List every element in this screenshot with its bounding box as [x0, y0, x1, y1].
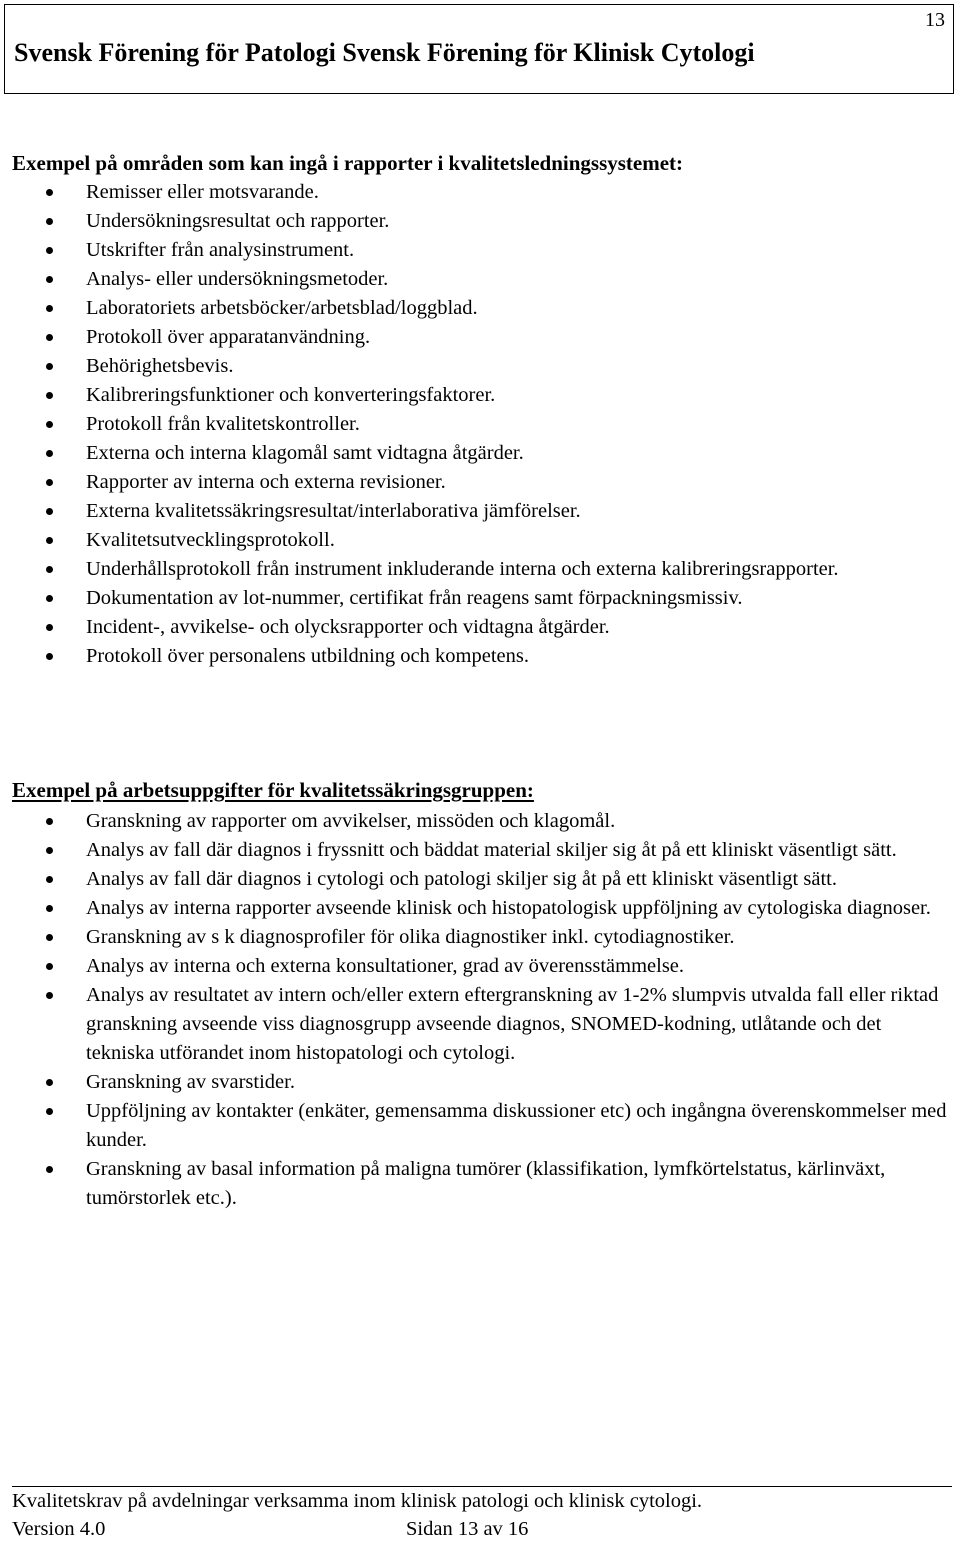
list-item: [12, 497, 948, 526]
bullet-icon: [46, 450, 53, 457]
list-item: [12, 236, 948, 265]
section-qa-tasks: [12, 775, 948, 1213]
page-footer: [12, 1486, 952, 1543]
list-item: [12, 207, 948, 236]
list-item-text: Granskning av svarstider.: [86, 1071, 295, 1093]
list-item-text: Granskning av basal information på maligna tumörer (klassifikation, lymfkörtelstatus, kärlinväxt, tumörstorlek etc.).: [86, 1158, 886, 1209]
list-item-text: Behörighetsbevis.: [86, 355, 234, 377]
bullet-icon: [46, 421, 53, 428]
section-heading: Exempel på arbetsuppgifter för kvalitetssäkringsgruppen:: [12, 778, 534, 802]
footer-document-title: Kvalitetskrav på avdelningar verksamma inom klinisk patologi och klinisk cytologi.: [12, 1490, 703, 1512]
list-item-text: Underhållsprotokoll från instrument inkluderande interna och externa kalibreringsrapporter.: [86, 558, 839, 580]
header-title: Svensk Förening för Patologi Svensk Förening för Klinisk Cytologi: [14, 38, 755, 67]
list-item-text: Analys av fall där diagnos i cytologi och patologi skiljer sig åt på ett kliniskt väsentligt sätt.: [86, 868, 837, 890]
list-item: [12, 1068, 948, 1097]
list-item: [12, 836, 948, 865]
list-item-text: Protokoll från kvalitetskontroller.: [86, 413, 360, 435]
bullet-icon: [46, 189, 53, 196]
list-item: [12, 178, 948, 207]
list-item-text: Kvalitetsutvecklingsprotokoll.: [86, 529, 335, 551]
list-item-text: Remisser eller motsvarande.: [86, 181, 319, 203]
page-number: 13: [925, 9, 945, 31]
list-item-text: Kalibreringsfunktioner och konverteringsfaktorer.: [86, 384, 496, 406]
bullet-icon: [46, 818, 53, 825]
bullet-icon: [46, 247, 53, 254]
page-header: [4, 4, 954, 94]
list-item-text: Protokoll över personalens utbildning och kompetens.: [86, 645, 529, 667]
list-item: [12, 294, 948, 323]
bullet-icon: [46, 876, 53, 883]
list-item: [12, 923, 948, 952]
bullet-icon: [46, 1108, 53, 1115]
section-heading: Exempel på områden som kan ingå i rapporter i kvalitetsledningssystemet:: [12, 151, 684, 175]
bullet-icon: [46, 992, 53, 999]
bullet-icon: [46, 479, 53, 486]
list-item: [12, 555, 948, 584]
bullet-icon: [46, 1079, 53, 1086]
list-item: [12, 807, 948, 836]
qa-tasks-list: [12, 807, 948, 1213]
list-item: [12, 613, 948, 642]
list-item-text: Dokumentation av lot-nummer, certifikat från reagens samt förpackningsmissiv.: [86, 587, 743, 609]
list-item-text: Granskning av rapporter om avvikelser, missöden och klagomål.: [86, 810, 616, 832]
list-item: [12, 381, 948, 410]
list-item: [12, 1155, 948, 1213]
report-areas-list: [12, 178, 948, 671]
list-item-text: Analys av resultatet av intern och/eller extern eftergranskning av 1-2% slumpvis utvalda fall eller riktad granskning avseende viss diagnosgrupp avseende diagnos, SNOMED-kodning, utlåtande och det tekniska utförandet inom histopatologi och cytologi.: [86, 984, 939, 1064]
section-report-areas: [12, 148, 948, 671]
bullet-icon: [46, 392, 53, 399]
list-item: [12, 468, 948, 497]
list-item: [12, 323, 948, 352]
list-item-text: Analys av interna och externa konsultationer, grad av överensstämmelse.: [86, 955, 685, 977]
bullet-icon: [46, 934, 53, 941]
list-item-text: Undersökningsresultat och rapporter.: [86, 210, 390, 232]
bullet-icon: [46, 595, 53, 602]
list-item: [12, 865, 948, 894]
list-item: [12, 439, 948, 468]
bullet-icon: [46, 276, 53, 283]
bullet-icon: [46, 653, 53, 660]
list-item-text: Incident-, avvikelse- och olycksrapporter och vidtagna åtgärder.: [86, 616, 610, 638]
bullet-icon: [46, 847, 53, 854]
footer-version: Version 4.0: [12, 1518, 106, 1540]
list-item-text: Externa och interna klagomål samt vidtagna åtgärder.: [86, 442, 524, 464]
list-item-text: Analys av fall där diagnos i fryssnitt och bäddat material skiljer sig åt på ett kliniskt väsentligt sätt.: [86, 839, 897, 861]
bullet-icon: [46, 305, 53, 312]
bullet-icon: [46, 363, 53, 370]
list-item: [12, 526, 948, 555]
list-item: [12, 952, 948, 981]
list-item: [12, 642, 948, 671]
list-item-text: Laboratoriets arbetsböcker/arbetsblad/loggblad.: [86, 297, 478, 319]
list-item-text: Externa kvalitetssäkringsresultat/interlaborativa jämförelser.: [86, 500, 581, 522]
bullet-icon: [46, 537, 53, 544]
list-item: [12, 584, 948, 613]
bullet-icon: [46, 334, 53, 341]
list-item: [12, 894, 948, 923]
list-item-text: Granskning av s k diagnosprofiler för olika diagnostiker inkl. cytodiagnostiker.: [86, 926, 735, 948]
list-item-text: Rapporter av interna och externa revisioner.: [86, 471, 446, 493]
bullet-icon: [46, 624, 53, 631]
list-item-text: Uppföljning av kontakter (enkäter, gemensamma diskussioner etc) och ingångna överenskommelser med kunder.: [86, 1100, 947, 1151]
list-item-text: Utskrifter från analysinstrument.: [86, 239, 355, 261]
bullet-icon: [46, 566, 53, 573]
footer-page-label: Sidan 13 av 16: [406, 1518, 529, 1540]
list-item: [12, 352, 948, 381]
bullet-icon: [46, 1166, 53, 1173]
list-item: [12, 265, 948, 294]
list-item-text: Protokoll över apparatanvändning.: [86, 326, 371, 348]
bullet-icon: [46, 508, 53, 515]
footer-meta: [12, 1515, 952, 1543]
list-item: [12, 1097, 948, 1155]
bullet-icon: [46, 905, 53, 912]
list-item-text: Analys- eller undersökningsmetoder.: [86, 268, 389, 290]
list-item: [12, 410, 948, 439]
bullet-icon: [46, 963, 53, 970]
bullet-icon: [46, 218, 53, 225]
list-item-text: Analys av interna rapporter avseende klinisk och histopatologisk uppföljning av cytologiska diagnoser.: [86, 897, 931, 919]
list-item: [12, 981, 948, 1068]
